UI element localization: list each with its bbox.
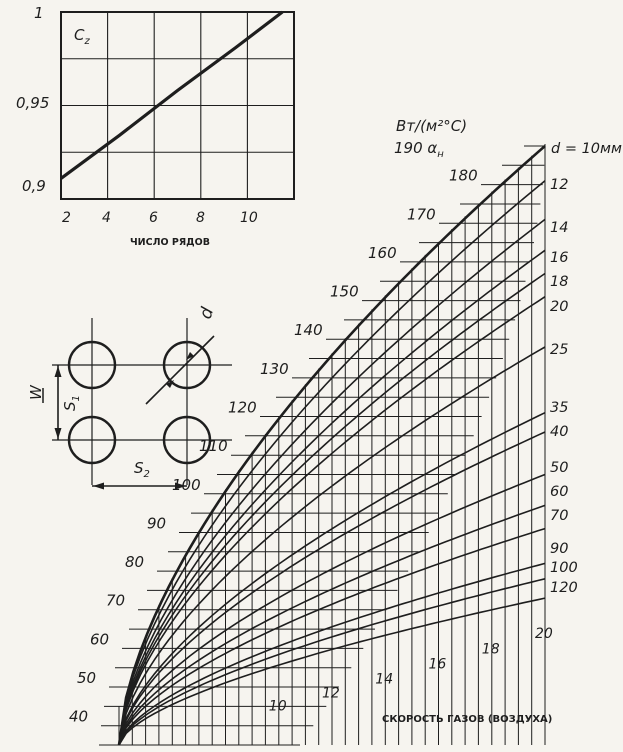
- main-chart-yticks: [69, 167, 478, 726]
- main-chart-xlabel: СКОРОСТЬ ГАЗОВ (ВОЗДУХА): [382, 714, 553, 725]
- main-chart-xticks: [269, 626, 553, 715]
- main-chart-yaxis-label: [394, 139, 444, 160]
- top-chart-ylabel-sub: z: [84, 36, 90, 47]
- main-chart-ytick: 40: [69, 707, 89, 726]
- series-label-d-120: 120: [550, 580, 578, 596]
- schematic-s1-label: [61, 395, 82, 411]
- top-chart-ytick-095: 0,95: [16, 94, 50, 112]
- series-label-d-18: 18: [550, 274, 569, 290]
- s2-letter: S: [134, 459, 144, 477]
- arrow-head: [93, 483, 104, 490]
- yaxis-label-main: 190 α: [394, 139, 438, 157]
- main-chart-xtick: 20: [535, 626, 553, 642]
- series-label-d-60: 60: [550, 484, 569, 500]
- series-label-d-14: 14: [550, 220, 569, 236]
- s1-sub: 1: [71, 395, 82, 402]
- series-label-d-10: d = 10мм: [551, 141, 622, 157]
- top-chart-xtick-2: 2: [62, 210, 71, 226]
- schematic-d-label: d: [195, 305, 219, 322]
- yaxis-label-sub: н: [437, 149, 444, 160]
- series-label-d-35: 35: [550, 400, 569, 416]
- top-chart-xtick-6: 6: [149, 210, 158, 226]
- series-label-d-70: 70: [550, 508, 569, 524]
- main-chart-ytick: 60: [90, 630, 110, 649]
- main-chart-ytick: 140: [294, 321, 323, 340]
- main-chart-xtick: 10: [268, 698, 287, 715]
- series-label-d-50: 50: [550, 460, 569, 476]
- schematic-s2-label: [134, 459, 150, 480]
- main-chart-ytick: 150: [330, 282, 359, 301]
- top-chart-xtick-8: 8: [196, 210, 205, 226]
- top-chart: [16, 4, 294, 248]
- top-chart-ytick-1: 1: [34, 4, 44, 22]
- main-chart-ytick: 120: [228, 398, 257, 417]
- top-chart-ytick-09: 0,9: [22, 177, 46, 195]
- main-chart-ytick: 70: [106, 591, 126, 610]
- top-chart-xtick-10: 10: [240, 210, 258, 226]
- top-chart-grid: [61, 12, 294, 199]
- top-chart-xtick-4: 4: [102, 210, 111, 226]
- top-chart-ylabel-c: C: [74, 26, 85, 44]
- diameter-leader: [146, 336, 214, 404]
- series-label-d-12: 12: [550, 177, 569, 193]
- main-chart-xtick: 12: [322, 685, 340, 702]
- series-label-d-100: 100: [550, 560, 578, 576]
- main-chart-unit-label: Вт/(м²°С): [396, 117, 468, 135]
- main-chart-ytick: 80: [125, 553, 145, 572]
- main-chart-ytick: 180: [449, 166, 478, 185]
- main-chart-xtick: 14: [375, 671, 394, 688]
- schematic-w-label: W: [27, 385, 45, 400]
- series-label-d-16: 16: [550, 250, 569, 266]
- top-chart-ylabel: [74, 26, 90, 47]
- main-chart-ytick: 160: [368, 243, 397, 262]
- series-label-d-90: 90: [550, 541, 569, 557]
- main-chart-series-labels: [550, 141, 622, 596]
- main-chart-ytick: 170: [407, 205, 436, 224]
- main-chart-ytick: 100: [172, 475, 201, 494]
- top-chart-xlabel: ЧИСЛО РЯДОВ: [130, 237, 210, 248]
- top-chart-line: [61, 12, 282, 178]
- main-chart-grid: [99, 144, 545, 745]
- arrow-head: [55, 366, 62, 377]
- series-label-d-20: 20: [550, 299, 569, 315]
- s2-sub: 2: [143, 469, 150, 480]
- main-chart-xtick: 18: [481, 641, 500, 658]
- main-chart-ytick: 110: [199, 437, 228, 456]
- series-label-d-25: 25: [550, 342, 569, 358]
- main-chart-xtick: 16: [428, 656, 447, 673]
- arrow-head: [55, 428, 62, 439]
- s1-letter: S: [61, 401, 79, 411]
- main-chart-ytick: 50: [77, 669, 97, 687]
- series-label-d-40: 40: [550, 424, 569, 440]
- main-chart-ytick: 130: [260, 359, 289, 378]
- main-chart-ytick: 90: [147, 514, 167, 533]
